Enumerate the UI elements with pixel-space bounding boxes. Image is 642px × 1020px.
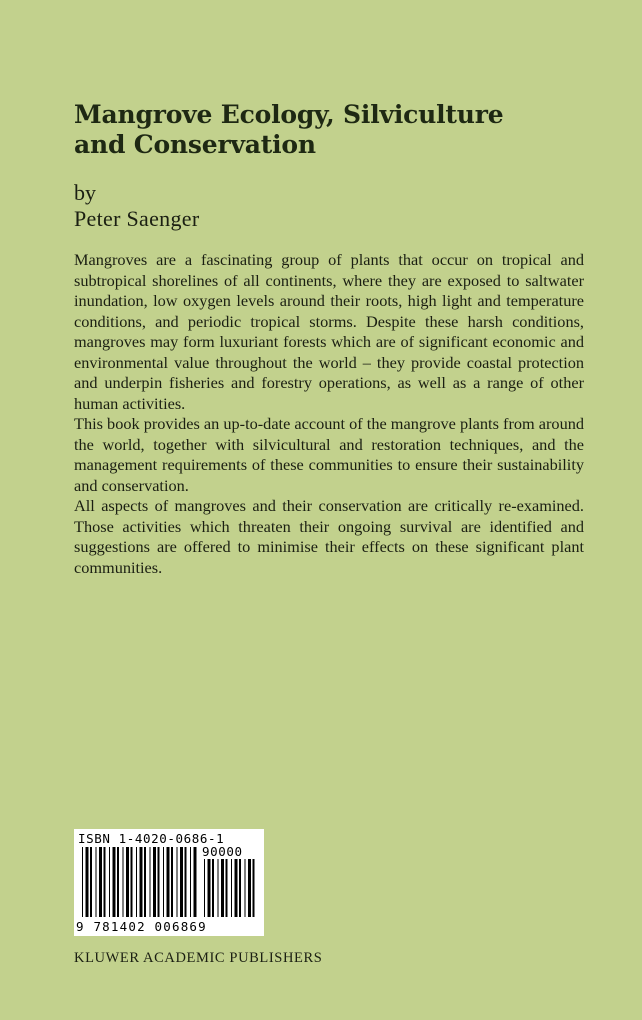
barcode-bar: [150, 847, 151, 917]
barcode-bar: [231, 859, 232, 917]
barcode-bar: [253, 859, 255, 917]
book-description: [74, 250, 584, 578]
description-paragraph-1: Mangroves are a fascinating group of plants that occur on tropical and subtropical shorelines of all continents, where they are exposed to saltwater inundation, low oxygen levels around their roots, high light and temperature conditions, and periodic tropical storms. Despite these harsh conditions, mangroves may form luxuriant forests which are of significant economic and environmental value throughout the world – they provide coastal protection and underpin fisheries and forestry operations, as well as a range of other human activities.: [74, 250, 584, 413]
description-paragraph-2: This book provides an up-to-date account of the mangrove plants from around the world, together with silvicultural and restoration techniques, and the management requirements of these communities to ensure their sustainability and conservation.: [74, 414, 584, 495]
book-title: [74, 100, 594, 160]
barcode-bar: [208, 859, 211, 917]
description-paragraph-3: All aspects of mangroves and their conservation are critically re-examined. Those activities which threaten their ongoing survival are identified and suggestions are offered to minimise their effects on these significant plant communities.: [74, 496, 584, 577]
title-line-2: and Conservation: [74, 130, 316, 159]
barcode-bar: [131, 847, 133, 917]
barcode-bar: [99, 847, 102, 917]
title-line-1: Mangrove Ecology, Silviculture: [74, 100, 504, 129]
barcode-bar: [180, 847, 183, 917]
barcode-bar: [245, 859, 246, 917]
barcode-bar: [194, 847, 197, 917]
barcode-bar: [235, 859, 238, 917]
barcode-bar: [104, 847, 106, 917]
isbn-number: ISBN 1-4020-0686-1: [78, 831, 225, 846]
barcode-bar: [171, 847, 173, 917]
barcode-bar: [167, 847, 170, 917]
publisher-name: KLUWER ACADEMIC PUBLISHERS: [74, 950, 323, 966]
byline: by: [74, 180, 96, 205]
barcode-bar: [177, 847, 178, 917]
barcode-bar: [185, 847, 187, 917]
barcode-bar: [221, 859, 224, 917]
barcode-bar: [82, 847, 83, 917]
barcode-bar: [153, 847, 156, 917]
author-name: Peter Saenger: [74, 206, 200, 231]
barcode-bar: [90, 847, 92, 917]
barcode-bar: [140, 847, 143, 917]
barcode-bar: [226, 859, 228, 917]
barcode-bar: [239, 859, 241, 917]
barcode-bar: [144, 847, 146, 917]
barcode-bar: [212, 859, 214, 917]
barcode-bar: [123, 847, 124, 917]
barcode-bar: [248, 859, 251, 917]
barcode-bar: [113, 847, 116, 917]
barcode-bar: [109, 847, 110, 917]
price-addon-code: 90000: [202, 844, 243, 859]
barcode-bar: [190, 847, 191, 917]
isbn-barcode: [74, 829, 264, 936]
ean-number: 9 781402 006869: [76, 919, 207, 934]
barcode-bar: [126, 847, 129, 917]
barcode-bar: [117, 847, 119, 917]
barcode-bar: [204, 859, 205, 917]
barcode-bar: [163, 847, 164, 917]
barcode-bar: [86, 847, 89, 917]
barcode-bar: [158, 847, 160, 917]
barcode-bar: [218, 859, 219, 917]
barcode-bar: [136, 847, 137, 917]
barcode-bar: [96, 847, 97, 917]
